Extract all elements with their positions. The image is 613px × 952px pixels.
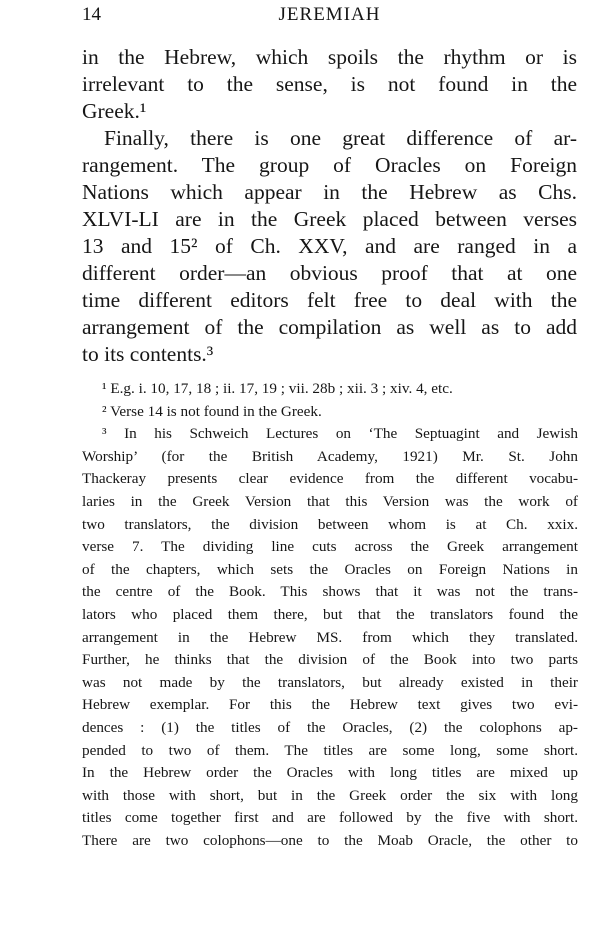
footnote-line: lators who placed them there, but that the translators found the [82, 605, 578, 623]
main-text [82, 44, 577, 368]
body-line: Finally, there is one great difference of ar- [104, 126, 577, 150]
footnote-line: In the Hebrew order the Oracles with long titles are mixed up [82, 764, 578, 782]
footnote-line: pended to two of them. The titles are some long, some short. [82, 741, 578, 759]
footnote-line: There are two colophons—one to the Moab Oracle, the other to [82, 831, 578, 849]
body-line: in the Hebrew, which spoils the rhythm or is [82, 45, 577, 69]
body-line: time different editors felt free to deal with the [82, 288, 577, 312]
footnote-paragraph [82, 401, 578, 424]
footnote-line: titles come together first and are followed by the five with short. [82, 809, 578, 827]
footnote-paragraph [82, 423, 578, 852]
footnote-line: two translators, the division between whom is at Ch. xxix. [82, 515, 578, 533]
body-line: Greek.¹ [82, 99, 147, 123]
footnote-paragraph [82, 378, 578, 401]
footnote-line: ² Verse 14 is not found in the Greek. [102, 402, 322, 420]
footnote-line: arrangement in the Hebrew MS. from which they translated. [82, 628, 578, 646]
footnote-line: laries in the Greek Version that this Version was the work of [82, 492, 578, 510]
footnote-line: Thackeray presents clear evidence from the different vocabu- [82, 470, 578, 488]
body-paragraph [82, 44, 577, 125]
running-title: JEREMIAH [278, 4, 381, 25]
footnote-line: with those with short, but in the Greek order the six with long [82, 786, 578, 804]
body-line: arrangement of the compilation as well as to add [82, 315, 577, 339]
footnote-line: verse 7. The dividing line cuts across the Greek arrangement [82, 538, 578, 556]
footnote-line: ¹ E.g. i. 10, 17, 18 ; ii. 17, 19 ; vii. 28b ; xii. 3 ; xiv. 4, etc. [102, 380, 453, 397]
footnote-line: ³ In his Schweich Lectures on ‘The Septuagint and Jewish [102, 425, 578, 443]
footnote-line: Hebrew exemplar. For this the Hebrew text gives two evi- [82, 696, 578, 714]
footnote-line: Worship’ (for the British Academy, 1921) Mr. St. John [82, 447, 578, 465]
footnote-line: the centre of the Book. This shows that it was not the trans- [82, 583, 578, 601]
body-line: XLVI-LI are in the Greek placed between verses [82, 207, 577, 231]
body-paragraph [82, 125, 577, 368]
footnote-line: Further, he thinks that the division of the Book into two parts [82, 651, 578, 669]
body-line: irrelevant to the sense, is not found in the [82, 72, 577, 96]
body-line: rangement. The group of Oracles on Foreign [82, 153, 577, 177]
running-header [82, 4, 577, 28]
footnote-line: of the chapters, which sets the Oracles on Foreign Nations in [82, 560, 578, 578]
body-line: 13 and 15² of Ch. XXV, and are ranged in a [82, 234, 577, 258]
page-number: 14 [82, 4, 101, 25]
body-line: different order—an obvious proof that at one [82, 261, 577, 285]
body-line: to its contents.³ [82, 342, 214, 366]
body-line: Nations which appear in the Hebrew as Chs. [82, 180, 577, 204]
footnotes [82, 378, 578, 852]
footnote-line: was not made by the translators, but already existed in their [82, 673, 578, 691]
footnote-line: dences : (1) the titles of the Oracles, (2) the colophons ap- [82, 718, 578, 736]
